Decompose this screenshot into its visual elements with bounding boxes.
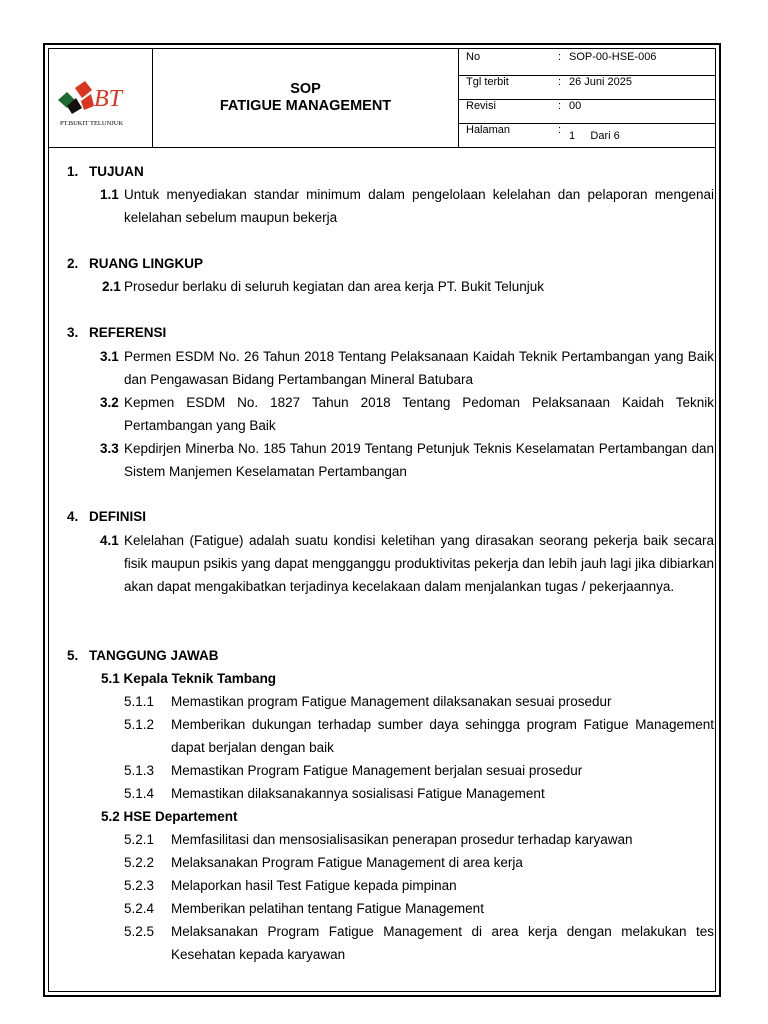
svg-text:BT: BT (94, 86, 123, 112)
issue-date: 26 Juni 2025 (569, 76, 632, 88)
section-title: TUJUAN (89, 164, 144, 179)
subsection-kepala-teknik-tambang: 5.1 Kepala Teknik Tambang (101, 671, 277, 686)
company-logo-icon (48, 48, 152, 148)
doc-title: FATIGUE MANAGEMENT (219, 98, 392, 114)
subsection-hse-departement: 5.2 HSE Departement (101, 809, 238, 824)
section-title: TANGGUNG JAWAB (89, 648, 219, 663)
section-title: RUANG LINGKUP (89, 256, 203, 271)
header-bottom-border (48, 147, 716, 148)
page-count: 1 Dari 6 (569, 130, 620, 142)
title-cell (153, 48, 459, 148)
logo-company-name: PT.BUKIT TELUNJUK (60, 120, 124, 127)
document-header (48, 48, 716, 148)
logo-cell (48, 48, 153, 148)
section-title: REFERENSI (89, 325, 167, 340)
meta-divider (459, 99, 716, 100)
revision-number: 00 (569, 100, 582, 112)
section-title: DEFINISI (89, 509, 147, 524)
meta-table: No : SOP-00-HSE-006 Tgl terbit : 26 Juni 2025 Revisi : 00 Halaman : 1 Dari 6 (459, 48, 716, 148)
doc-number: SOP-00-HSE-006 (569, 51, 657, 63)
doc-type: SOP (290, 81, 321, 97)
